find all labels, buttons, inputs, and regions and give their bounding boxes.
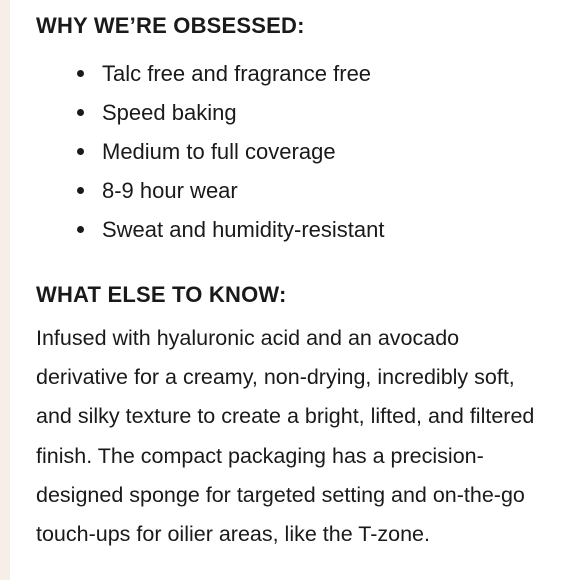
features-list bbox=[36, 54, 384, 249]
bullet-icon bbox=[77, 148, 84, 155]
feature-text: Speed baking bbox=[102, 100, 237, 125]
feature-item bbox=[36, 93, 384, 132]
feature-text: Sweat and humidity-resistant bbox=[102, 217, 385, 242]
left-edge-strip bbox=[0, 0, 10, 580]
feature-item bbox=[36, 210, 384, 249]
bullet-icon bbox=[77, 226, 84, 233]
description-line: finish. The compact packaging has a precision- bbox=[36, 443, 484, 468]
bullet-icon bbox=[77, 109, 84, 116]
what-else-heading: WHAT ELSE TO KNOW: bbox=[36, 282, 287, 307]
description-line: designed sponge for targeted setting and on-the-go bbox=[36, 482, 525, 507]
feature-text: 8-9 hour wear bbox=[102, 178, 238, 203]
feature-text: Medium to full coverage bbox=[102, 139, 336, 164]
description-line: Infused with hyaluronic acid and an avocado bbox=[36, 326, 460, 350]
feature-item bbox=[36, 54, 384, 93]
bullet-icon bbox=[77, 187, 84, 194]
why-obsessed-heading: WHY WE’RE OBSESSED: bbox=[36, 13, 305, 38]
product-description bbox=[36, 319, 576, 554]
description-line: touch-ups for oilier areas, like the T-zone. bbox=[36, 522, 430, 547]
feature-text: Talc free and fragrance free bbox=[102, 61, 372, 86]
description-line: and silky texture to create a bright, lifted, and filtered bbox=[36, 404, 535, 429]
feature-item bbox=[36, 171, 384, 210]
description-line: derivative for a creamy, non-drying, incredibly soft, bbox=[36, 365, 515, 390]
feature-item bbox=[36, 132, 384, 171]
bullet-icon bbox=[77, 70, 84, 77]
